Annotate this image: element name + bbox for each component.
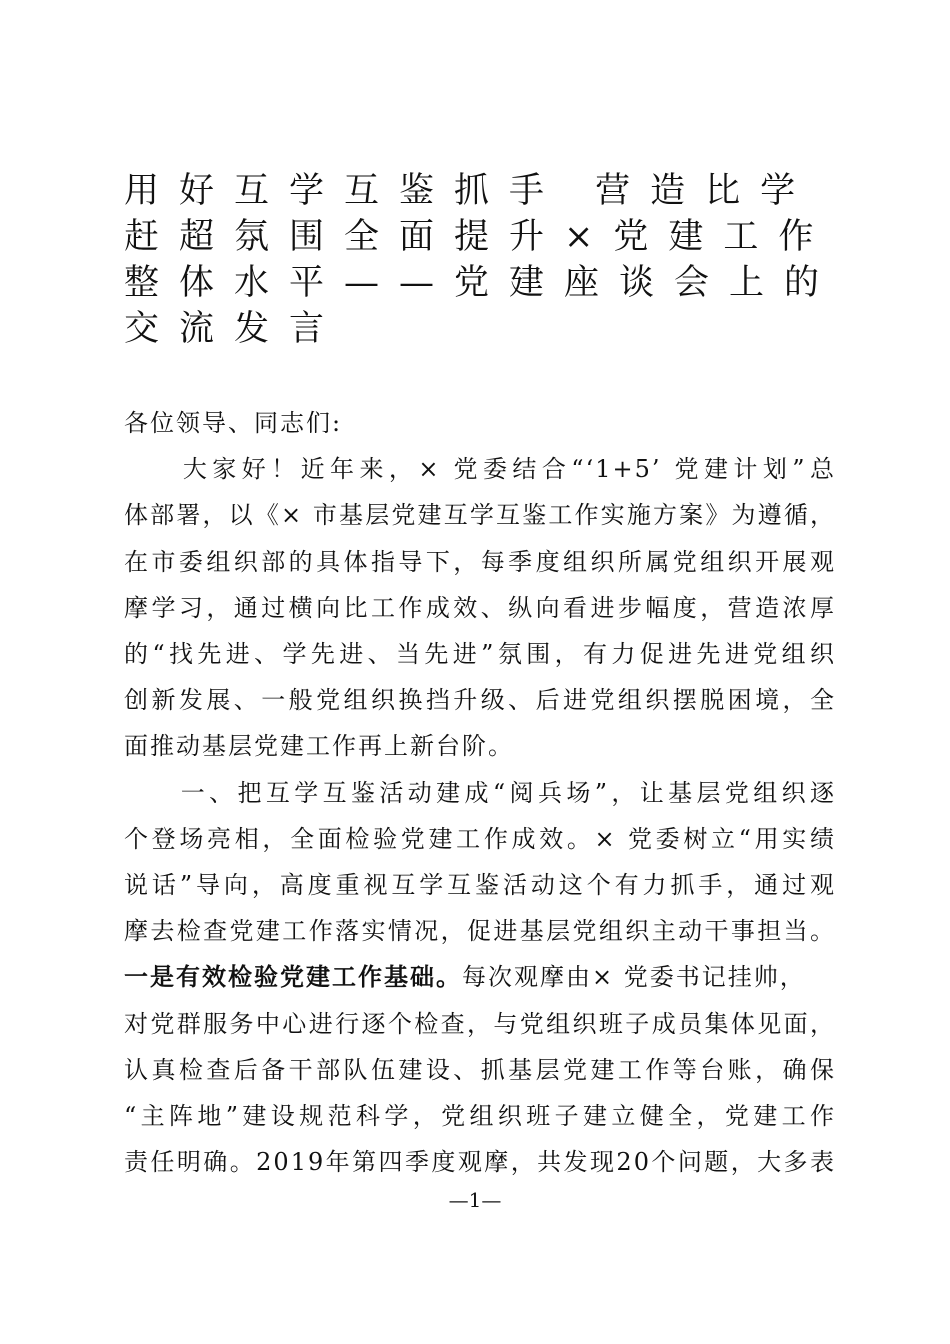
greeting: 各位领导、同志们: bbox=[124, 409, 343, 437]
document-title bbox=[124, 168, 840, 352]
paragraph-line: 摩学习，通过横向比工作成效、纵向看进步幅度，营造浓厚 bbox=[124, 593, 836, 622]
paragraph-line: 的“找先进、学先进、当先进”氛围，有力促进先进党组织 bbox=[124, 640, 836, 669]
title-line: 赶超氛围全面提升×党建工作 bbox=[124, 217, 834, 257]
paragraph-line: 认真检查后备干部队伍建设、抓基层党建工作等台账，确保 bbox=[124, 1055, 836, 1084]
paragraph-line: 责任明确。2019年第四季度观摩，共发现20个问题，大多表 bbox=[124, 1148, 836, 1177]
paragraph-line: 个登场亮相，全面检验党建工作成效。× 党委树立“用实绩 bbox=[124, 824, 836, 853]
paragraph-line: 大家好！近年来，× 党委结合“‘1+5’ 党建计划”总 bbox=[124, 455, 836, 484]
paragraph-line: 对党群服务中心进行逐个检查，与党组织班子成员集体见面， bbox=[124, 1009, 836, 1038]
paragraph-line bbox=[124, 954, 836, 1000]
title-line: 交流发言 bbox=[124, 309, 345, 349]
paragraph-line: 创新发展、一般党组织换挡升级、后进党组织摆脱困境，全 bbox=[124, 686, 836, 715]
paragraph-line: 说话”导向，高度重视互学互鉴活动这个有力抓手，通过观 bbox=[124, 871, 836, 900]
bold-lead-sentence: 一是有效检验党建工作基础。 bbox=[124, 962, 462, 992]
title-line: 用好互学互鉴抓手 营造比学 bbox=[124, 171, 816, 211]
paragraph-text: 每次观摩由× 党委书记挂帅， bbox=[462, 963, 806, 992]
paragraph-line: 摩去检查党建工作落实情况，促进基层党组织主动干事担当。 bbox=[124, 917, 836, 946]
page-number: —1— bbox=[448, 1188, 502, 1212]
paragraph-line: “主阵地”建设规范科学，党组织班子建立健全，党建工作 bbox=[124, 1102, 836, 1131]
title-line: 整体水平——党建座谈会上的 bbox=[124, 263, 840, 303]
paragraph-line: 体部署，以《× 市基层党建互学互鉴工作实施方案》为遵循， bbox=[124, 501, 836, 530]
paragraph-line: 面推动基层党建工作再上新台阶。 bbox=[124, 732, 514, 761]
document-body bbox=[124, 400, 836, 1185]
paragraph-line: 在市委组织部的具体指导下，每季度组织所属党组织开展观 bbox=[124, 547, 836, 576]
paragraph-line: 一、把互学互鉴活动建成“阅兵场”，让基层党组织逐 bbox=[124, 778, 836, 807]
